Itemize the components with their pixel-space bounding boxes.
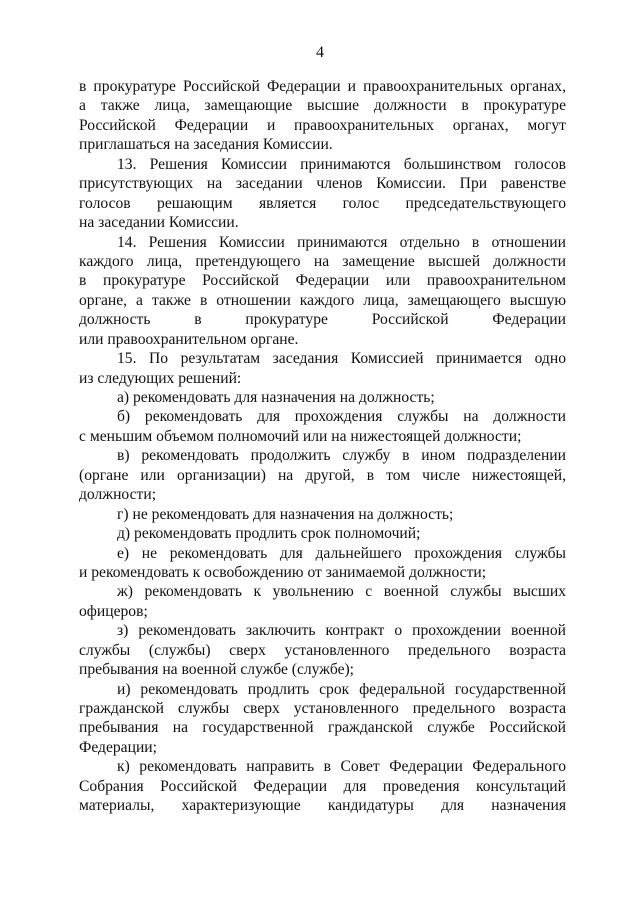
text-line: г) не рекомендовать для назначения на должность; [117, 505, 454, 523]
text-line: материалы, характеризующие кандидатуры для назначения [79, 797, 566, 815]
list-item-v [79, 446, 566, 504]
text-line: из следующих решений: [79, 369, 242, 387]
list-item-b [79, 407, 566, 446]
text-line: е) не рекомендовать для дальнейшего прохождения службы [117, 544, 566, 562]
list-item-k [79, 757, 566, 815]
text-line: и рекомендовать к освобождению от занимаемой должности; [79, 563, 487, 581]
text-line: а также лица, замещающие высшие должности в прокуратуре [79, 97, 566, 115]
paragraph-item-13 [79, 155, 566, 233]
text-line: в прокуратуре Российской Федерации и правоохранительных органах, [79, 78, 566, 95]
text-line: или правоохранительном органе. [79, 330, 299, 348]
text-line: 13. Решения Комиссии принимаются большинством голосов [117, 155, 566, 173]
paragraph-continuation [79, 77, 566, 155]
text-line: Собрания Российской Федерации для проведения консультаций [79, 777, 566, 795]
page-number: 4 [316, 44, 324, 61]
text-line: каждого лица, претендующего на замещение высшей должности [79, 252, 566, 270]
text-line: офицеров; [79, 602, 148, 620]
text-line: з) рекомендовать заключить контракт о прохождении военной [117, 622, 566, 640]
document-body [79, 77, 566, 816]
text-line: а) рекомендовать для назначения на должность; [117, 389, 435, 406]
text-line: 14. Решения Комиссии принимаются отдельно в отношении [117, 233, 566, 251]
text-line: и) рекомендовать продлить срок федеральной государственной [117, 680, 566, 698]
text-line: д) рекомендовать продлить срок полномочий; [117, 525, 421, 543]
text-line: Федерации; [79, 738, 157, 756]
text-line: 15. По результатам заседания Комиссией принимается одно [117, 350, 566, 368]
list-item-a [79, 388, 566, 407]
text-line: (органе или организации) на другой, в том числе нижестоящей, [79, 466, 566, 484]
text-line: в прокуратуре Российской Федерации или правоохранительном [79, 272, 566, 290]
list-item-e [79, 544, 566, 583]
text-line: присутствующих на заседании членов Комиссии. При равенстве [79, 175, 566, 193]
list-item-zh [79, 582, 566, 621]
text-line: пребывания на государственной гражданской службе Российской [79, 719, 566, 737]
text-line: должность в прокуратуре Российской Федерации [79, 311, 566, 329]
text-line: к) рекомендовать направить в Совет Федерации Федерального [117, 758, 566, 776]
text-line: должности; [79, 486, 157, 504]
text-line: пребывания на военной службе (службе); [79, 661, 355, 679]
text-line: приглашаться на заседания Комиссии. [79, 136, 333, 154]
paragraph-item-14 [79, 233, 566, 350]
text-line: голосов решающим является голос председательствующего [79, 194, 566, 212]
text-line: ж) рекомендовать к увольнению с военной службы высших [117, 583, 566, 601]
text-line: Российской Федерации и правоохранительных органах, могут [79, 116, 566, 134]
text-line: б) рекомендовать для прохождения службы на должности [117, 408, 566, 426]
text-line: с меньшим объемом полномочий или на нижестоящей должности; [79, 427, 522, 445]
text-line: службы (службы) сверх установленного предельного возраста [79, 641, 566, 659]
text-line: гражданской службы сверх установленного предельного возраста [79, 700, 566, 717]
list-item-i [79, 680, 566, 758]
list-item-d [79, 524, 566, 543]
text-line: в) рекомендовать продолжить службу в ином подразделении [117, 447, 566, 465]
paragraph-item-15 [79, 349, 566, 388]
list-item-g [79, 505, 566, 524]
text-line: на заседании Комиссии. [79, 214, 239, 232]
list-item-z [79, 621, 566, 679]
text-line: органе, а также в отношении каждого лица, замещающего высшую [79, 291, 566, 309]
